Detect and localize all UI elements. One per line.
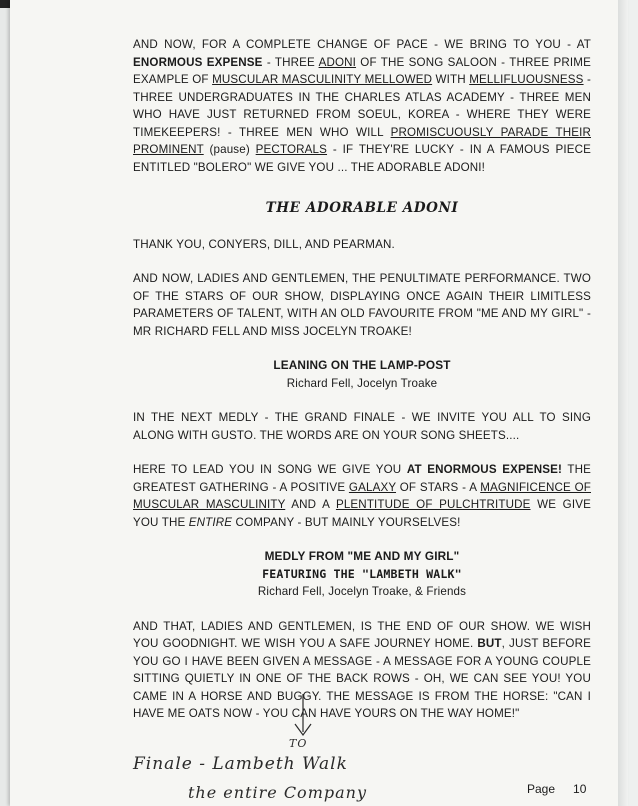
- enormous-expense-bold: AT ENORMOUS EXPENSE!: [406, 463, 563, 476]
- act-title: THE ADORABLE ADONI: [265, 200, 459, 216]
- adoni-underlined: ADONI: [318, 55, 357, 69]
- next-medley-paragraph: IN THE NEXT MEDLY - THE GRAND FINALE - WE INVITE YOU ALL TO SING ALONG WITH GUSTO. THE WORDS ARE ON YOUR SONG SHEETS....: [133, 411, 591, 442]
- closing-paragraph: AND THAT, LADIES AND GENTLEMEN, IS THE END OF OUR SHOW. WE WISH YOU GOODNIGHT. WE WISH YOU A SAFE JOURNEY HOME. BUT, JUST BEFORE YOU GO I HAVE BEEN GIVEN A MESSAGE - A MESSAGE FOR A YOUNG COUPLE SITTING QUIETLY IN ONE OF THE BACK ROWS - OH, WE CAN SEE YOU! YOU CAME IN A HORSE AND BUGGY. THE MESSAGE IS FROM THE HORSE: "CAN I HAVE ME OATS NOW - YOU CAN HAVE YOURS ON THE WAY HOME!": [133, 619, 591, 720]
- page-label: Page: [527, 782, 556, 796]
- mellifluousness-underlined: MELLIFLUOUSNESS: [469, 73, 584, 86]
- page-footer: [527, 782, 604, 796]
- adoni-intro-paragraph: AND NOW, FOR A COMPLETE CHANGE OF PACE - WE BRING TO YOU - AT ENORMOUS EXPENSE - THREE ADONI OF THE SONG SALOON - THREE PRIME EXAMPLE OF MUSCULAR MASCULINITY MELLOWED WITH MELLIFLUOUSNESS - THREE UNDERGRADUATES IN THE CHARLES ATLAS ACADEMY - THREE MEN WHO HAVE JUST RETURNED FROM SOEUL, KOREA - WHERE THEY WERE TIMEKEEPERS! - THREE MEN WHO WILL PROMISCUOUSLY PARADE THEIR PROMINENT (pause) PECTORALS - IF THEY'RE LUCKY - IN A FAMOUS PIECE ENTITLED "BOLERO" WE GIVE YOU ... THE ADORABLE ADONI!: [133, 38, 591, 174]
- enormous-expense-emphasis: ENORMOUS EXPENSE: [133, 55, 263, 69]
- handwritten-finale-note: Finale - Lambeth Walk: [133, 754, 348, 774]
- penultimate-paragraph: AND NOW, LADIES AND GENTLEMEN, THE PENULTIMATE PERFORMANCE. TWO OF THE STARS OF OUR SHOW, DISPLAYING ONCE AGAIN THEIR LIMITLESS PARAMETERS OF TALENT, WITH AN OLD FAVOURITE FROM "ME AND MY GIRL" - MR RICHARD FELL AND MISS JOCELYN TROAKE!: [133, 272, 591, 338]
- magnificence-underlined: MAGNIFICENCE OF MUSCULAR MASCULINITY: [133, 480, 591, 511]
- page-number: 10: [573, 782, 587, 796]
- muscular-underlined: MUSCULAR MASCULINITY MELLOWED: [212, 73, 433, 86]
- song-performers-medley: Richard Fell, Jocelyn Troake, & Friends: [257, 585, 467, 598]
- script-text: [133, 36, 591, 723]
- thanks-line: THANK YOU, CONYERS, DILL, AND PEARMAN.: [133, 237, 395, 251]
- song-title-medley: MEDLY FROM "ME AND MY GIRL": [264, 549, 460, 563]
- song-featuring: FEATURING THE "LAMBETH WALK": [262, 566, 462, 581]
- entire-italic: ENTIRE: [188, 515, 233, 529]
- handwritten-to: TO: [289, 737, 308, 750]
- pectorals-underlined: PECTORALS: [255, 143, 328, 156]
- but-bold: BUT: [477, 637, 502, 650]
- song-title-lamp-post: LEANING ON THE LAMP-POST: [273, 358, 451, 372]
- lead-paragraph: HERE TO LEAD YOU IN SONG WE GIVE YOU AT ENORMOUS EXPENSE! THE GREATEST GATHERING - A POSITIVE GALAXY OF STARS - A MAGNIFICENCE OF MUSCULAR MASCULINITY AND A PLENTITUDE OF PULCHTRITUDE WE GIVE YOU THE ENTIRE COMPANY - BUT MAINLY YOURSELVES!: [133, 463, 591, 529]
- song-performers-lamp-post: Richard Fell, Jocelyn Troake: [286, 376, 438, 390]
- page-edge: [618, 0, 628, 806]
- plentitude-underlined: PLENTITUDE OF PULCHTRITUDE: [335, 498, 531, 511]
- pause-direction: (pause): [203, 143, 256, 156]
- parade-underlined: PROMISCUOUSLY PARADE THEIR PROMINENT: [133, 125, 591, 156]
- handwritten-company-note: the entire Company: [188, 783, 367, 802]
- galaxy-underlined: GALAXY: [348, 480, 397, 494]
